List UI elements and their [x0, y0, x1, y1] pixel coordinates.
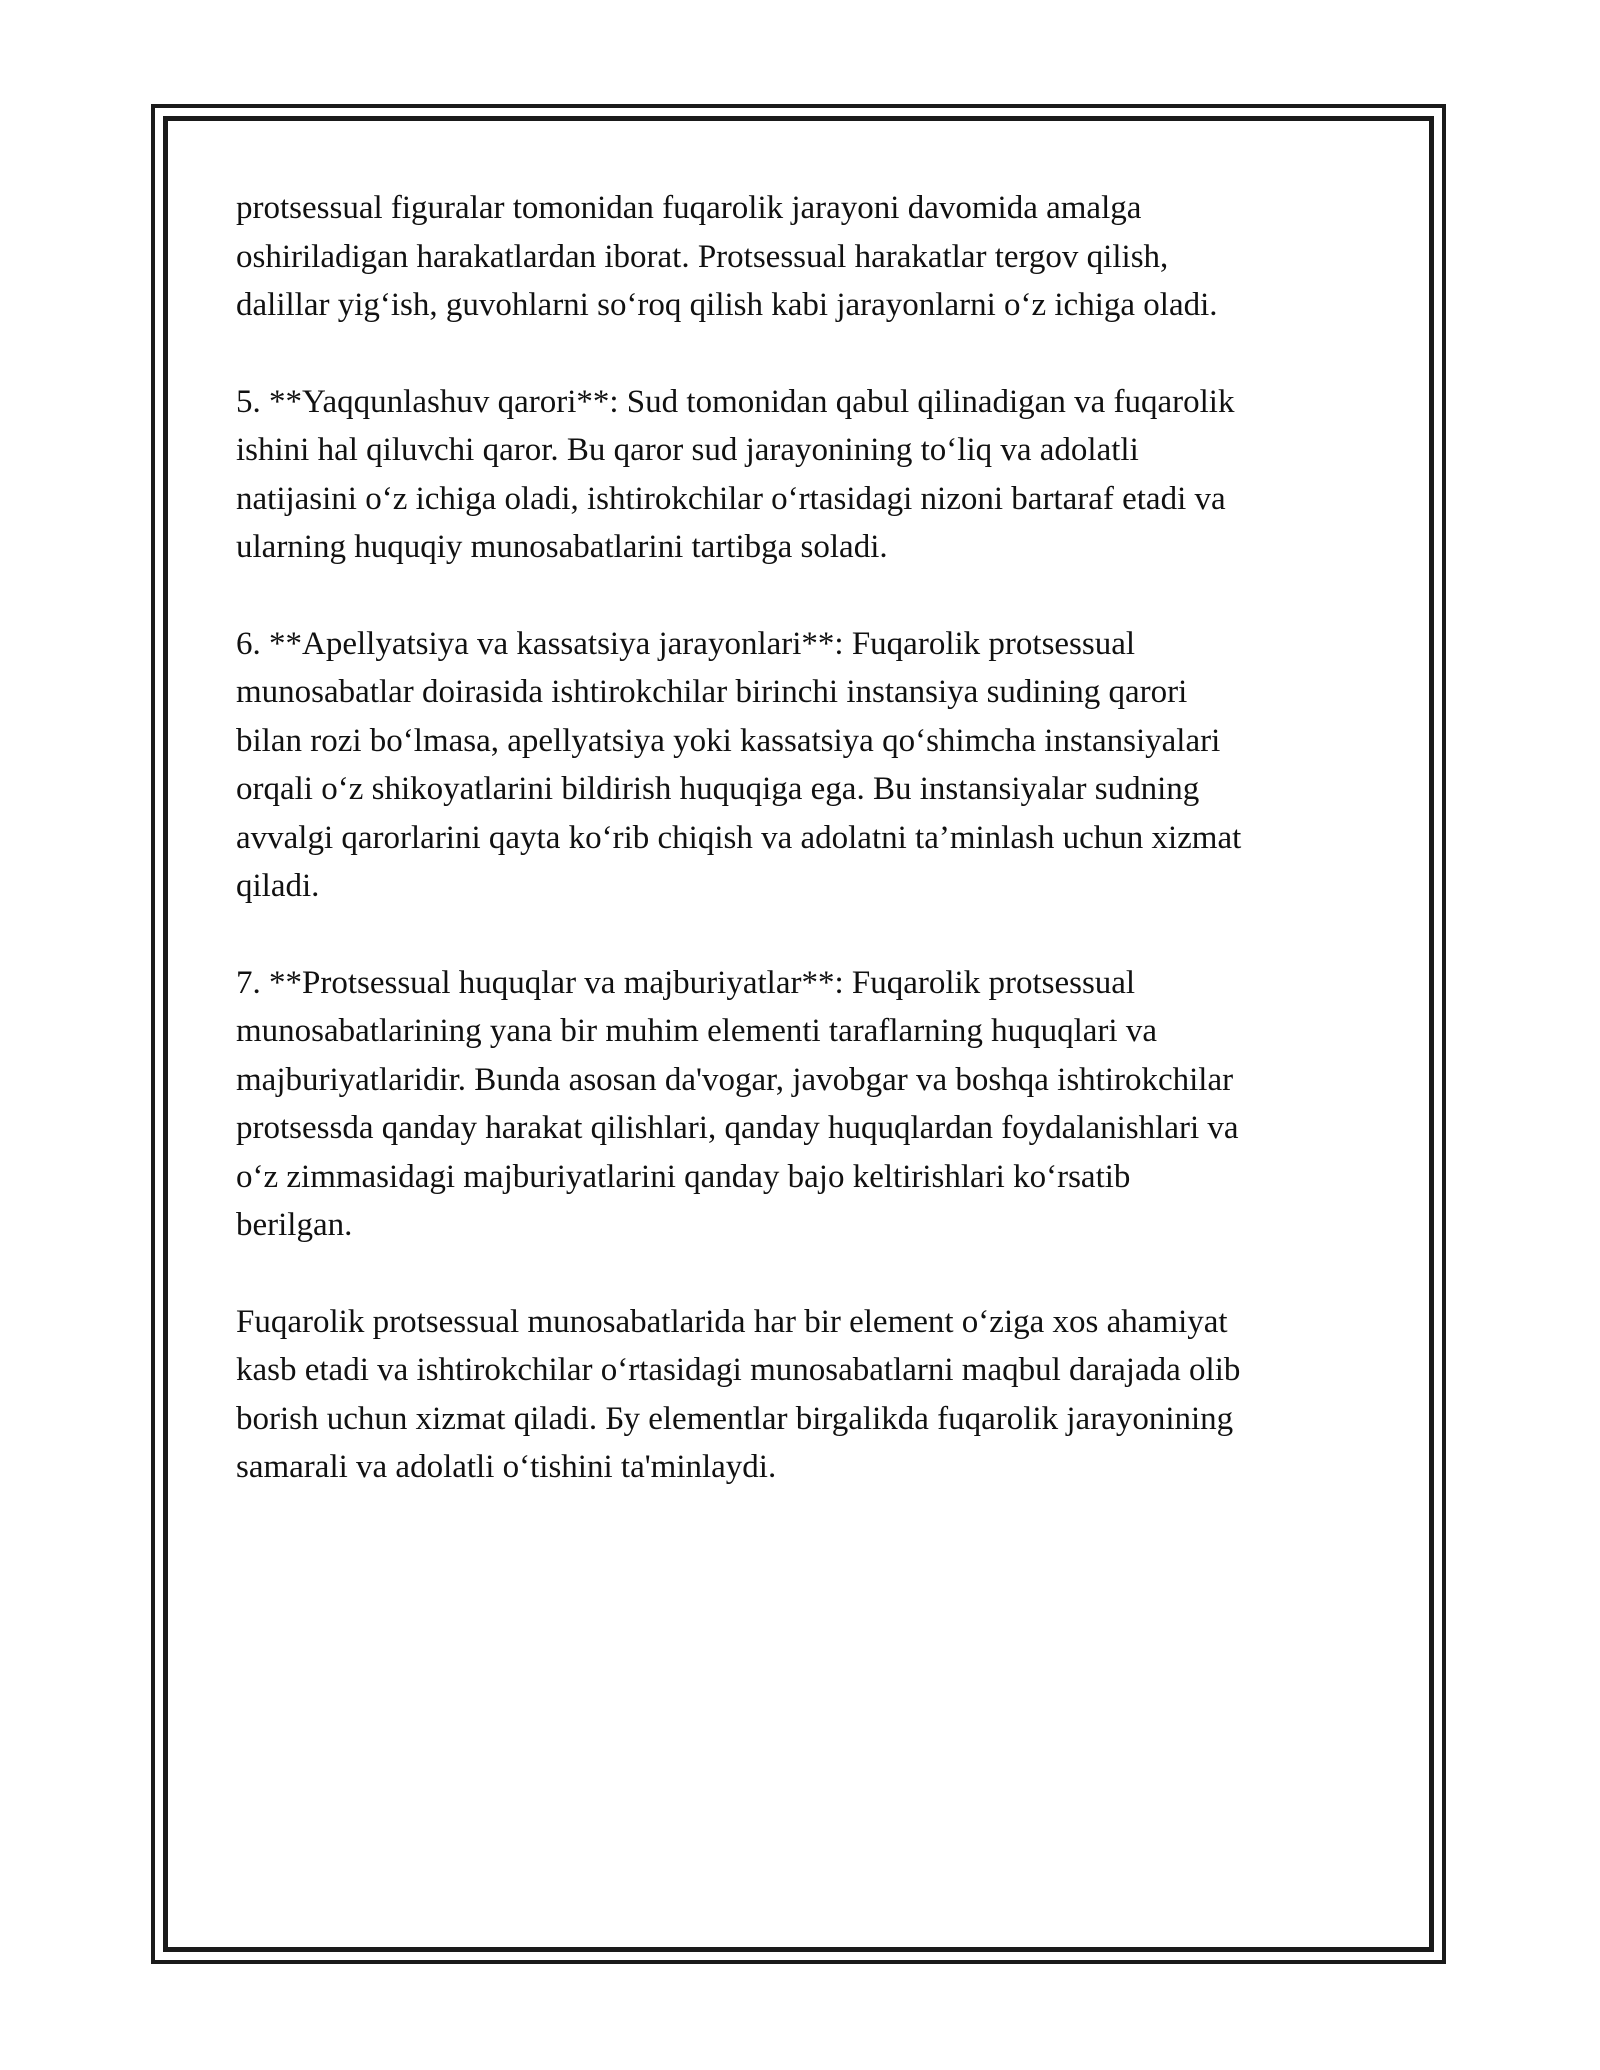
text-line: qiladi. [236, 868, 320, 904]
text-line: 7. **Protsessual huquqlar va majburiyatlar**: Fuqarolik protsessual [236, 964, 1136, 1001]
paragraph-item-5 [236, 378, 1366, 572]
paragraph-item-7 [236, 959, 1366, 1250]
text-line: berilgan. [236, 1207, 353, 1243]
paragraph-procedural-actions [236, 184, 1366, 330]
text-line: 5. **Yaqqunlashuv qarori**: Sud tomonidan qabul qilinadigan va fuqarolik [236, 383, 1235, 420]
text-line: protsessual figuralar tomonidan fuqarolik jarayoni davomida amalga [236, 190, 1142, 226]
text-line: ularning huquqiy munosabatlarini tartibga soladi. [236, 529, 888, 565]
text-line: borish uchun xizmat qiladi. Бу elementlar birgalikda fuqarolik jarayonining [236, 1400, 1234, 1437]
text-line: ishini hal qiluvchi qaror. Bu qaror sud jarayonining to‘liq va adolatli [236, 432, 1139, 468]
text-line: kasb etadi va ishtirokchilar o‘rtasidagi munosabatlarni maqbul darajada olib [236, 1352, 1241, 1388]
text-line: dalillar yig‘ish, guvohlarni so‘roq qilish kabi jarayonlarni o‘z ichiga oladi. [236, 287, 1218, 323]
text-line: munosabatlar doirasida ishtirokchilar birinchi instansiya sudining qarori [236, 674, 1188, 710]
text-line: majburiyatlaridir. Bunda asosan da'vogar, javobgar va boshqa ishtirokchilar [236, 1061, 1234, 1098]
paragraph-item-6 [236, 620, 1366, 911]
paragraph-conclusion [236, 1298, 1366, 1492]
text-line: natijasini o‘z ichiga oladi, ishtirokchilar o‘rtasidagi nizoni bartaraf etadi va [236, 480, 1226, 517]
text-line: oshiriladigan harakatlardan iborat. Protsessual harakatlar tergov qilish, [236, 238, 1169, 275]
text-line: samarali va adolatli o‘tishini ta'minlaydi. [236, 1449, 777, 1485]
text-line: o‘z zimmasidagi majburiyatlarini qanday bajo keltirishlari ko‘rsatib [236, 1158, 1131, 1195]
text-line: protsessda qanday harakat qilishlari, qanday huquqlardan foydalanishlari va [236, 1110, 1239, 1146]
text-line: bilan rozi bo‘lmasa, apellyatsiya yoki kassatsiya qo‘shimcha instansiyalari [236, 722, 1221, 759]
text-line: 6. **Apellyatsiya va kassatsiya jarayonlari**: Fuqarolik protsessual [236, 625, 1136, 662]
text-line: Fuqarolik protsessual munosabatlarida har bir element o‘ziga xos ahamiyat [236, 1303, 1228, 1340]
text-line: munosabatlarining yana bir muhim elementi taraflarning huquqlari va [236, 1013, 1157, 1049]
document-body [236, 184, 1366, 1540]
text-line: avvalgi qarorlarini qayta ko‘rib chiqish va adolatni ta’minlash uchun xizmat [236, 819, 1242, 856]
text-line: orqali o‘z shikoyatlarini bildirish huquqiga ega. Bu instansiyalar sudning [236, 771, 1200, 807]
